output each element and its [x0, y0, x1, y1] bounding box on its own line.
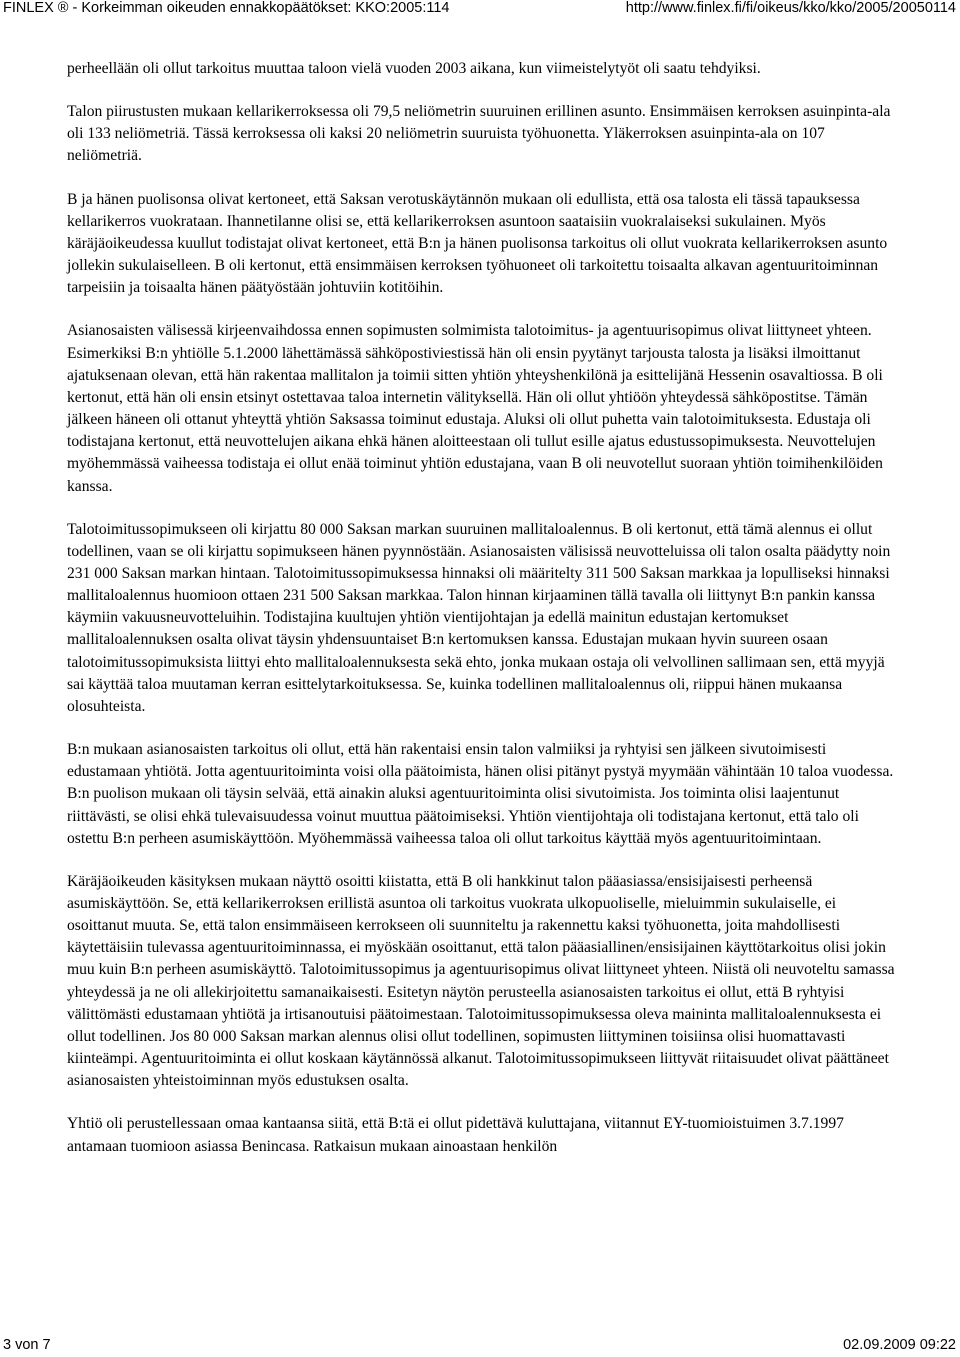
paragraph: Talon piirustusten mukaan kellarikerroksessa oli 79,5 neliömetrin suuruinen erillinen asunto. Ensimmäisen kerroksen asuinpinta-ala oli 133 neliömetriä. Tässä kerroksessa oli kaksi 20 neliömetrin suuruista työhuonetta. Yläkerroksen asuinpinta-ala on 107 neliömetriä.	[67, 103, 891, 165]
paragraph: Yhtiö oli perustellessaan omaa kantaansa siitä, että B:tä ei ollut pidettävä kuluttajana, viitannut EY-tuomioistuimen 3.7.1997 antamaan tuomioon asiassa Benincasa. Ratkaisun mukaan ainoastaan henkilön	[67, 1115, 844, 1155]
page-footer	[0, 1337, 960, 1357]
paragraph: Talotoimitussopimukseen oli kirjattu 80 000 Saksan markan suuruinen mallitaloalennus. B oli kertonut, että tämä alennus ei ollut todellinen, vaan se oli kirjattu sopimukseen hänen pyynnöstään. Asianosaisten välisissä neuvotteluissa oli talon osalta päädytty noin 231 000 Saksan markan hintaan. Talotoimitussopimuksessa hinnaksi oli määritelty 311 500 Saksan markkaa ja lopulliseksi hinnaksi mallitaloalennus huomioon ottaen 231 500 Saksan markkaa. Talon hinnan kirjaaminen tällä tavalla oli liittynyt B:n pankin kanssa käymiin vakuusneuvotteluihin. Todistajina kuultujen yhtiön vientijohtajan ja edellä mainitun edustajan kertomukset mallitaloalennuksen osalta olivat täysin yhdensuuntaiset B:n kertomuksen kanssa. Edustajan mukaan hyvin suureen osaan talotoimitussopimuksista liittyi ehto mallitaloalennuksesta sekä ehto, jonka mukaan ostaja oli velvollinen sallimaan sen, että myyjä sai käyttää taloa muutaman kerran esittelytarkoituksessa. Se, kuinka todellinen mallitaloalennus oli, riippui hänen mukaansa olosuhteista.	[67, 520, 891, 715]
header-url[interactable]: http://www.finlex.fi/fi/oikeus/kko/kko/2005/20050114	[625, 0, 956, 16]
print-timestamp: 02.09.2009 09:22	[843, 1337, 956, 1353]
page-header	[0, 0, 960, 20]
paragraph: perheellään oli ollut tarkoitus muuttaa taloon vielä vuoden 2003 aikana, kun viimeistelytyöt oli saatu tehdyiksi.	[67, 60, 761, 77]
paragraph: Asianosaisten välisessä kirjeenvaihdossa ennen sopimusten solmimista talotoimitus- ja agentuurisopimus olivat liittyneet yhteen. Esimerkiksi B:n yhtiölle 5.1.2000 lähettämässä sähköpostiviestissä hän oli ensin pyytänyt tarjousta talosta ja lisäksi ilmoittanut ajatuksenaan olevan, että hän rakentaa mallitalon ja toimii sitten yhtiön yhteyshenkilönä ja esittelijänä Hessenin osavaltiossa. B oli kertonut, että hän oli ensin etsinyt ostettavaa taloa internetin välityksellä. Hän oli ollut yhtiöön yhteydessä sähköpostitse. Tämän jälkeen häneen oli ottanut yhteyttä yhtiön Saksassa toiminut edustaja. Aluksi oli ollut puhetta vain talotoimituksesta. Edustaja oli todistajana kertonut, että neuvottelujen aikana ehkä hänen aloitteestaan oli tullut esille ajatus edustussopimuksesta. Neuvottelujen myöhemmässä vaiheessa todistaja ei ollut enää toiminut yhtiön edustajana, vaan B oli neuvotellut suoraan yhtiön toimihenkilöiden kanssa.	[67, 322, 883, 495]
page-number: 3 von 7	[3, 1337, 51, 1353]
document-body	[67, 58, 895, 1179]
paragraph: B:n mukaan asianosaisten tarkoitus oli ollut, että hän rakentaisi ensin talon valmiiksi ja ryhtyisi sen jälkeen sivutoimisesti edustamaan yhtiötä. Jotta agentuuritoiminta voisi olla päätoimista, hänen olisi pitänyt pystyä myymään vähintään 10 taloa vuodessa. B:n puolison mukaan oli täysin selvää, että ainakin aluksi agentuuritoiminta olisi sivutoimista. Jos toiminta olisi laajentunut riittävästi, se olisi ehkä tulevaisuudessa voinut muuttua päätoimiseksi. Yhtiön vientijohtaja oli todistajana kertonut, että talo oli ostettu B:n perheen asumiskäyttöön. Myöhemmässä vaiheessa taloa oli ollut tarkoitus käyttää myös agentuuritoimintaan.	[67, 741, 894, 847]
header-source-title: FINLEX ® - Korkeimman oikeuden ennakkopäätökset: KKO:2005:114	[3, 0, 450, 16]
paragraph: B ja hänen puolisonsa olivat kertoneet, että Saksan verotuskäytännön mukaan oli edullista, että osa talosta eli tässä tapauksessa kellarikerros vuokrataan. Ihannetilanne olisi se, että kellarikerroksen asuntoon saataisiin vuokralaiseksi sukulainen. Myös käräjäoikeudessa kuullut todistajat olivat kertoneet, että B:n ja hänen puolisonsa tarkoitus oli ollut vuokrata kellarikerroksen asunto jollekin sukulaiselleen. B oli kertonut, että ensimmäisen kerroksen työhuoneet oli tarkoitettu toisaalta alkavan agentuuritoiminnan tarpeisiin ja toisaalta hänen päätyöstään johtuviin kotitöihin.	[67, 190, 888, 297]
paragraph: Käräjäoikeuden käsityksen mukaan näyttö osoitti kiistatta, että B oli hankkinut talon pääasiassa/ensisijaisesti perheensä asumiskäyttöön. Se, että kellarikerroksen erillistä asuntoa oli tarkoitus vuokrata ulkopuoliselle, mieluimmin sukulaiselle, ei osoittanut muuta. Se, että talon ensimmäiseen kerrokseen oli suunniteltu ja rakennettu kaksi työhuonetta, joita mahdollisesti käytettäisiin tulevassa agentuuritoiminnassa, ei myöskään osoittanut, että talon pääasiallinen/ensisijainen käyttötarkoitus olisi jokin muu kuin B:n perheen asumiskäyttö. Talotoimitussopimus ja agentuurisopimus olivat liittyneet yhteen. Niistä oli neuvoteltu samassa yhteydessä ja ne oli allekirjoitettu samanaikaisesti. Esitetyn näytön perusteella asianosaisten tarkoitus ei ollut, että B ryhtyisi välittömästi edustamaan yhtiötä ja irtisanoutuisi päätoimestaan. Talotoimitussopimuksessa oleva maininta mallitaloalennuksesta ei ollut todellinen. Jos 80 000 Saksan markan alennus olisi ollut todellinen, sopimusten liittyminen toisiinsa olisi huomattavasti kiinteämpi. Agentuuritoiminta ei ollut koskaan käytännössä alkanut. Talotoimitussopimukseen liittyvät riitaisuudet olivat päättäneet asianosaisten yhteistoiminnan myös edustuksen osalta.	[67, 872, 895, 1090]
